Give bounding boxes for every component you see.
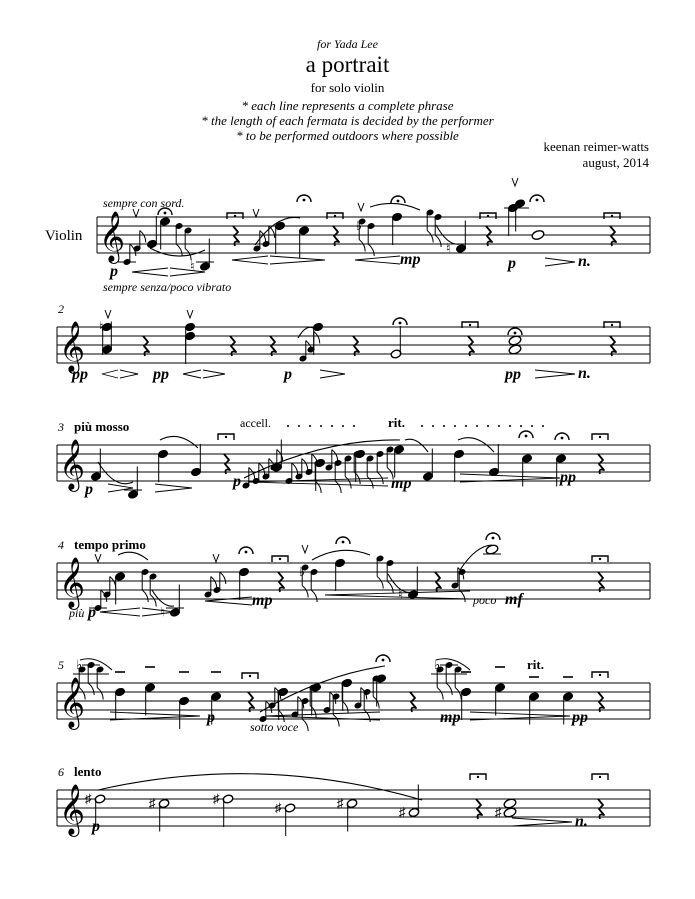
tempo-marking: lento — [74, 764, 102, 779]
fermata-dot — [225, 436, 227, 438]
tempo-dotted-line — [331, 425, 333, 427]
grace-flag — [310, 706, 316, 718]
grace-flag — [332, 450, 338, 462]
fermata-dot — [342, 541, 345, 544]
fermata-dot — [382, 659, 385, 662]
crescendo-hairpin — [100, 608, 140, 616]
treble-clef: 𝄞 — [59, 322, 86, 371]
fermata-dot — [525, 435, 528, 438]
grace-flag — [387, 581, 393, 593]
slur — [255, 217, 300, 245]
quarter-rest — [270, 336, 276, 356]
dynamic-marking: p — [284, 366, 292, 383]
decrescendo-hairpin — [320, 370, 345, 378]
decrescendo-hairpin — [512, 818, 572, 826]
fermata-dot — [536, 199, 539, 202]
hollow-notehead — [508, 335, 522, 346]
grace-flag — [314, 332, 320, 344]
grace-flag — [435, 235, 441, 247]
fermata-dot — [599, 436, 601, 438]
fermata-dot — [487, 215, 489, 217]
dynamic-marking: mf — [505, 591, 523, 608]
quarter-rest — [468, 336, 474, 356]
flat-sign: ♭ — [434, 657, 441, 672]
treble-clef: 𝄞 — [59, 678, 86, 727]
dynamic-marking: p — [92, 818, 100, 835]
performance-note-2: * the length of each fermata is decided by the performer — [201, 113, 494, 128]
hollow-notehead — [503, 798, 517, 809]
tempo-dotted-line — [432, 425, 434, 427]
natural-sign: ♮ — [190, 258, 195, 274]
quarter-rest — [476, 799, 482, 819]
tempo-dotted-line — [465, 425, 467, 427]
fermata-dot — [599, 674, 601, 676]
slur — [160, 436, 198, 448]
tempo-dotted-line — [421, 425, 423, 427]
treble-clef: 𝄞 — [59, 785, 86, 834]
up-bow-mark — [105, 310, 111, 318]
grace-flag — [335, 481, 341, 493]
vibrato-instruction: sempre senza/poco vibrato — [103, 280, 232, 294]
tempo-dotted-line — [509, 425, 511, 427]
subtitle: for solo violin — [310, 80, 385, 95]
sharp-sign: ♯ — [399, 804, 406, 820]
dynamic-marking: n. — [578, 365, 591, 382]
tempo-dotted-line — [287, 425, 289, 427]
grace-flag — [302, 586, 308, 598]
dedication: for Yada Lee — [317, 37, 378, 51]
tempo-dotted-line — [498, 425, 500, 427]
sharp-sign: ♯ — [275, 800, 282, 815]
dynamic-marking: mp — [440, 709, 461, 726]
grace-flag — [150, 595, 156, 607]
grace-flag — [110, 577, 116, 589]
fermata-dot — [611, 324, 613, 326]
crescendo-hairpin — [232, 256, 268, 264]
crescendo-hairpin — [132, 268, 168, 276]
grace-flag — [277, 450, 283, 462]
dynamic-marking: pp — [560, 469, 576, 486]
crescendo-hairpin — [183, 370, 201, 378]
grace-flag — [455, 688, 461, 700]
tempo-dotted-line — [520, 425, 522, 427]
dynamic-marking: mp — [252, 592, 273, 609]
composition-date: august, 2014 — [582, 155, 649, 170]
dynamic-marking: più — [69, 606, 85, 620]
dynamic-marking: p — [207, 709, 215, 726]
sharp-sign: ♯ — [495, 804, 502, 820]
grace-flag — [302, 719, 308, 731]
up-bow-mark — [213, 554, 219, 562]
fermata-dot — [611, 215, 613, 217]
dynamic-marking: n. — [578, 253, 591, 270]
hollow-notehead — [531, 229, 545, 240]
fermata-dot — [164, 212, 167, 215]
quarter-rest — [598, 572, 604, 592]
grace-flag — [437, 688, 443, 700]
tempo-dotted-line — [353, 425, 355, 427]
natural-sign: ♮ — [398, 586, 403, 602]
fermata-dot — [469, 324, 471, 326]
flat-sign: ♭ — [76, 657, 83, 672]
fermata-dot — [245, 551, 248, 554]
performance-note-1: * each line represents a complete phrase — [241, 98, 454, 113]
up-bow-mark — [95, 554, 101, 562]
grace-flag — [97, 688, 103, 700]
grace-flag — [302, 459, 308, 471]
sotto-voce-marking: sotto voce — [250, 720, 299, 734]
dynamic-marking: pp — [72, 366, 88, 383]
hollow-notehead — [508, 344, 522, 355]
quarter-rest — [435, 572, 441, 592]
slur — [98, 462, 133, 484]
decrescendo-hairpin — [203, 370, 225, 378]
crescendo-hairpin — [355, 256, 400, 264]
quarter-rest — [410, 692, 416, 712]
fermata-dot — [249, 675, 251, 677]
grace-flag — [427, 231, 433, 243]
tempo-dotted-line — [342, 425, 344, 427]
ritardando-marking: rit. — [527, 657, 544, 672]
quarter-rest — [610, 226, 616, 246]
tempo-dotted-line — [298, 425, 300, 427]
up-bow-mark — [133, 209, 139, 217]
fermata-dot — [399, 322, 402, 325]
quarter-rest — [598, 454, 604, 474]
decrescendo-hairpin — [108, 484, 133, 492]
grace-flag — [333, 715, 339, 727]
decrescendo-hairpin — [545, 258, 575, 266]
grace-flag — [364, 710, 370, 722]
grace-flag — [446, 683, 452, 695]
grace-flag — [292, 463, 298, 475]
grace-flag — [140, 231, 146, 243]
fermata-dot — [234, 215, 236, 217]
dynamic-marking: p — [233, 473, 241, 490]
slur — [150, 248, 205, 256]
tempo-dotted-line — [531, 425, 533, 427]
grace-flag — [220, 572, 226, 584]
accelerando-marking: accell. — [240, 416, 271, 430]
grace-flag — [359, 240, 365, 252]
fermata-dot — [279, 558, 281, 560]
fermata-dot — [561, 437, 564, 440]
decrescendo-hairpin — [142, 608, 175, 616]
sharp-sign: ♯ — [85, 791, 92, 806]
decrescendo-hairpin — [535, 370, 575, 378]
fermata-dot — [514, 332, 517, 335]
composer: keenan reimer-watts — [543, 139, 649, 154]
quarter-rest — [233, 226, 239, 246]
grace-flag — [176, 244, 182, 256]
sharp-sign: ♯ — [337, 795, 344, 811]
grace-flag — [459, 590, 465, 602]
grace-flag — [88, 683, 94, 695]
dynamic-marking: p — [88, 604, 96, 621]
crescendo-hairpin — [248, 478, 388, 486]
natural-sign: ♮ — [160, 604, 165, 620]
decrescendo-hairpin — [170, 268, 205, 276]
instrument-name: Violin — [45, 228, 83, 244]
tempo-dotted-line — [443, 425, 445, 427]
sharp-sign: ♯ — [213, 791, 220, 806]
sharp-sign: ♯ — [149, 795, 156, 811]
ritardando-marking: rit. — [388, 415, 405, 430]
system-number: 3 — [58, 420, 64, 434]
tempo-dotted-line — [309, 425, 311, 427]
grace-flag — [211, 577, 217, 589]
quarter-rest — [143, 336, 149, 356]
dynamic-marking: p — [85, 481, 93, 498]
up-bow-mark — [253, 209, 259, 217]
system-number: 4 — [58, 538, 64, 552]
tempo-dotted-line — [476, 425, 478, 427]
piece-title: a portrait — [305, 52, 390, 77]
slur — [370, 203, 420, 210]
crescendo-hairpin — [205, 597, 252, 605]
system-number: 2 — [58, 302, 64, 316]
up-bow-mark — [302, 545, 308, 553]
quarter-rest — [598, 692, 604, 712]
up-bow-mark — [512, 178, 518, 186]
dynamic-marking: mp — [391, 475, 412, 492]
dynamic-marking: poco — [473, 593, 497, 607]
decrescendo-hairpin — [155, 484, 192, 492]
quarter-rest — [230, 336, 236, 356]
dynamic-marking: p — [110, 263, 118, 280]
dynamic-marking: pp — [572, 709, 588, 726]
grace-flag — [368, 244, 374, 256]
quarter-rest — [486, 226, 492, 246]
hollow-notehead — [503, 807, 517, 818]
grace-flag — [142, 590, 148, 602]
dynamic-marking: pp — [505, 366, 521, 383]
quarter-rest — [598, 799, 604, 819]
quarter-rest — [333, 226, 339, 246]
system-number: 6 — [58, 765, 64, 779]
dynamic-marking: pp — [153, 366, 169, 383]
fermata-dot — [397, 200, 400, 203]
tempo-dotted-line — [542, 425, 544, 427]
tempo-dotted-line — [487, 425, 489, 427]
dynamic-marking: n. — [575, 813, 588, 830]
quarter-rest — [224, 454, 230, 474]
up-bow-mark — [358, 203, 364, 211]
dynamic-marking: p — [508, 255, 516, 272]
system-number: 5 — [58, 658, 64, 672]
grace-flag — [311, 590, 317, 602]
treble-clef: 𝄞 — [59, 440, 86, 489]
fermata-dot — [599, 776, 601, 778]
natural-sign: ♮ — [99, 319, 104, 334]
slur — [405, 439, 428, 452]
fermata-dot — [477, 776, 479, 778]
decrescendo-hairpin — [120, 370, 138, 378]
tempo-marking: più mosso — [74, 419, 130, 434]
flat-sign: ♭ — [299, 564, 306, 579]
dynamic-marking: mp — [400, 251, 421, 268]
treble-clef: 𝄞 — [59, 558, 86, 607]
quarter-rest — [248, 692, 254, 712]
fermata-dot — [492, 537, 495, 540]
tempo-marking: tempo primo — [74, 537, 146, 552]
fermata-dot — [599, 558, 601, 560]
fermata-dot — [334, 215, 336, 217]
quarter-rest — [278, 572, 284, 592]
decrescendo-hairpin — [270, 256, 325, 264]
mute-instruction: sempre con sord. — [103, 196, 185, 210]
fermata-dot — [303, 199, 306, 202]
quarter-rest — [353, 336, 359, 356]
grace-flag — [354, 472, 360, 484]
up-bow-mark — [187, 310, 193, 318]
natural-sign: ♮ — [446, 240, 451, 256]
tempo-dotted-line — [454, 425, 456, 427]
quarter-rest — [610, 336, 616, 356]
tempo-dotted-line — [320, 425, 322, 427]
grace-flag — [345, 477, 351, 489]
slur — [312, 550, 370, 560]
slur — [98, 774, 422, 800]
flat-sign: ♭ — [356, 218, 363, 233]
crescendo-hairpin — [102, 370, 118, 378]
slur — [118, 552, 148, 560]
grace-flag — [377, 577, 383, 589]
treble-clef: 𝄞 — [99, 212, 126, 261]
performance-note-3: * to be performed outdoors where possible — [236, 128, 459, 143]
